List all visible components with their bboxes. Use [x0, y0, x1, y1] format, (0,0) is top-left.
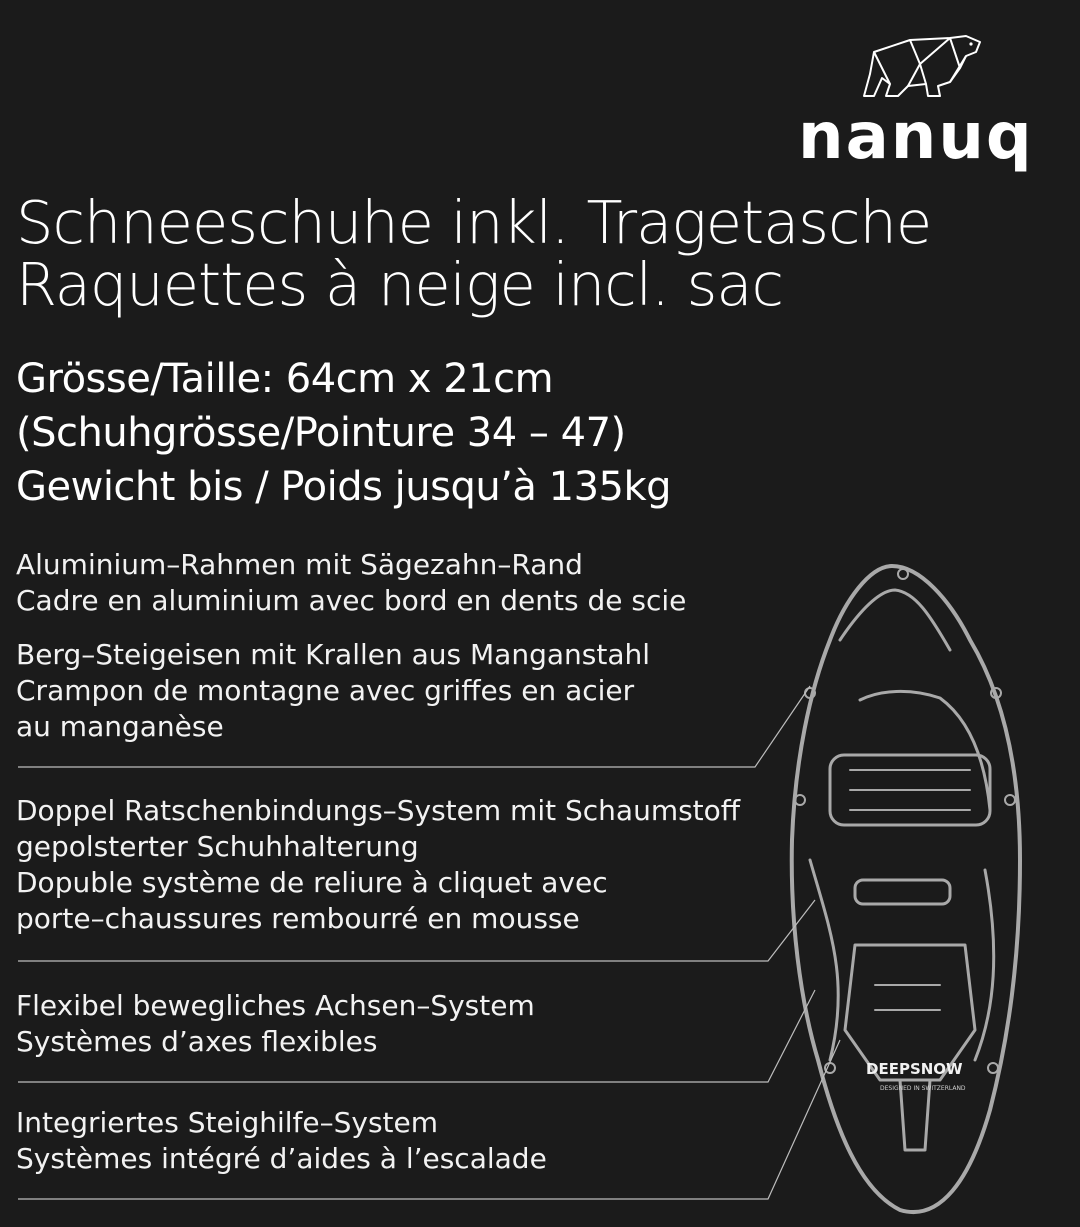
brand-wordmark: nanuq [798, 100, 1034, 174]
snowshoe-brand-sublabel: DESIGNED IN SWITZERLAND [880, 1085, 966, 1092]
feature-axis [16, 988, 535, 1060]
feature-axis-de: Flexibel bewegliches Achsen–System [16, 989, 535, 1022]
snowshoe-brand-label: DEEPSNOW [866, 1060, 963, 1078]
size-specs [16, 352, 671, 514]
size-max-weight: Gewicht bis / Poids jusqu’à 135kg [16, 464, 672, 510]
feature-climbing-de: Integriertes Steighilfe–System [16, 1106, 439, 1139]
size-dimensions: Grösse/Taille: 64cm x 21cm [16, 356, 554, 402]
feature-frame [16, 547, 686, 619]
size-shoe-range: (Schuhgrösse/Pointure 34 – 47) [16, 410, 626, 456]
feature-axis-fr: Systèmes d’axes flexibles [16, 1025, 378, 1058]
feature-crampon-de: Berg–Steigeisen mit Krallen aus Manganstahl [16, 638, 651, 671]
feature-climbing [16, 1105, 547, 1177]
feature-binding-fr-1: Dopuble système de reliure à cliquet avec [16, 866, 608, 899]
feature-binding-de-2: gepolsterter Schuhhalterung [16, 830, 419, 863]
feature-binding-de-1: Doppel Ratschenbindungs–System mit Schaumstoff [16, 794, 741, 827]
page-title [16, 188, 932, 319]
title-french: Raquettes à neige incl. sac [16, 250, 783, 319]
feature-crampon-fr-1: Crampon de montagne avec griffes en acier [16, 674, 635, 707]
feature-crampon [16, 637, 650, 745]
feature-frame-fr: Cadre en aluminium avec bord en dents de scie [16, 584, 687, 617]
title-german: Schneeschuhe inkl. Tragetasche [16, 188, 932, 257]
feature-climbing-fr: Systèmes intégré d’aides à l’escalade [16, 1142, 547, 1175]
feature-frame-de: Aluminium–Rahmen mit Sägezahn–Rand [16, 548, 583, 581]
feature-crampon-fr-2: au manganèse [16, 710, 224, 743]
feature-binding-fr-2: porte–chaussures rembourré en mousse [16, 902, 580, 935]
feature-binding [16, 793, 740, 937]
